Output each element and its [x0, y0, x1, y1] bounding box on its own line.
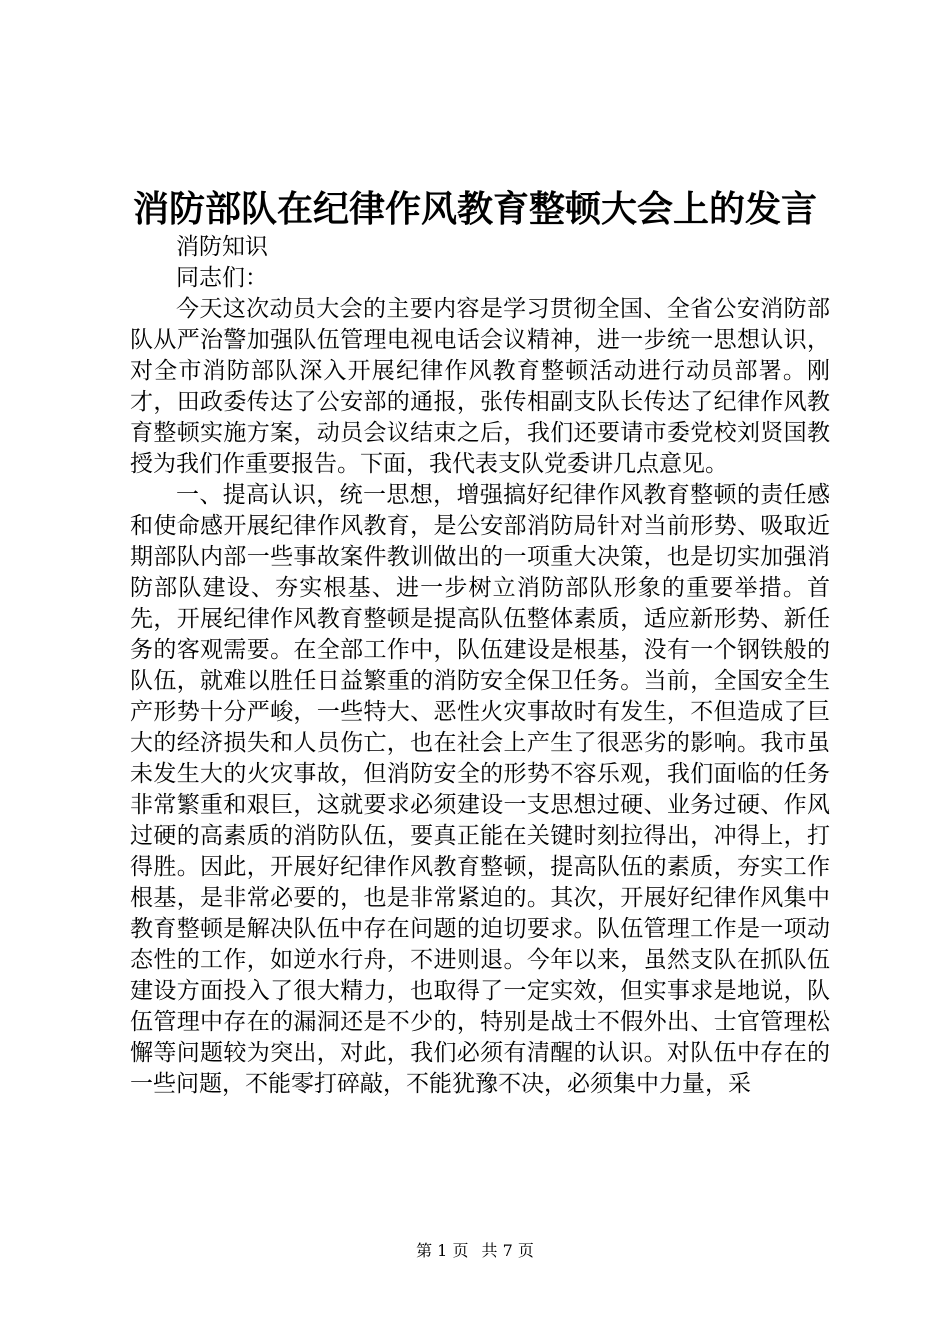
page-number: 第 1 页	[416, 1241, 469, 1260]
paragraph-intro: 今天这次动员大会的主要内容是学习贯彻全国、全省公安消防部队从严治警加强队伍管理电视电话会议精神，进一步统一思想认识，对全市消防部队深入开展纪律作风教育整顿活动进行动员部署。刚才，田政委传达了公安部的通报，张传相副支队长传达了纪律作风教育整顿实施方案，动员会议结束之后，我们还要请市委党校刘贤国教授为我们作重要报告。下面，我代表支队党委讲几点意见。	[130, 296, 830, 477]
category-label: 消防知识	[176, 234, 268, 260]
document-title: 消防部队在纪律作风教育整顿大会上的发言	[132, 189, 817, 230]
page-footer	[0, 1240, 950, 1262]
document-body	[130, 232, 830, 1100]
paragraph-section-one: 一、提高认识，统一思想，增强搞好纪律作风教育整顿的责任感和使命感开展纪律作风教育，是公安部消防局针对当前形势、吸取近期部队内部一些事故案件教训做出的一项重大决策，也是切实加强消防部队建设、夯实根基、进一步树立消防部队形象的重要举措。首先，开展纪律作风教育整顿是提高队伍整体素质，适应新形势、新任务的客观需要。在全部工作中，队伍建设是根基，没有一个钢铁般的队伍，就难以胜任日益繁重的消防安全保卫任务。当前，全国安全生产形势十分严峻，一些特大、恶性火灾事故时有发生，不但造成了巨大的经济损失和人员伤亡，也在社会上产生了很恶劣的影响。我市虽未发生大的火灾事故，但消防安全的形势不容乐观，我们面临的任务非常繁重和艰巨，这就要求必须建设一支思想过硬、业务过硬、作风过硬的高素质的消防队伍，要真正能在关键时刻拉得出，冲得上，打得胜。因此，开展好纪律作风教育整顿，提高队伍的素质，夯实工作根基，是非常必要的，也是非常紧迫的。其次，开展好纪律作风集中教育整顿是解决队伍中存在问题的迫切要求。队伍管理工作是一项动态性的工作，如逆水行舟，不进则退。今年以来，虽然支队在抓队伍建设方面投入了很大精力，也取得了一定实效，但实事求是地说，队伍管理中存在的漏洞还是不少的，特别是战士不假外出、士官管理松懈等问题较为突出，对此，我们必须有清醒的认识。对队伍中存在的一些问题，不能零打碎敲，不能犹豫不决，必须集中力量，采	[130, 482, 830, 1097]
salutation: 同志们：	[176, 265, 268, 291]
page-total: 共 7 页	[481, 1241, 534, 1260]
